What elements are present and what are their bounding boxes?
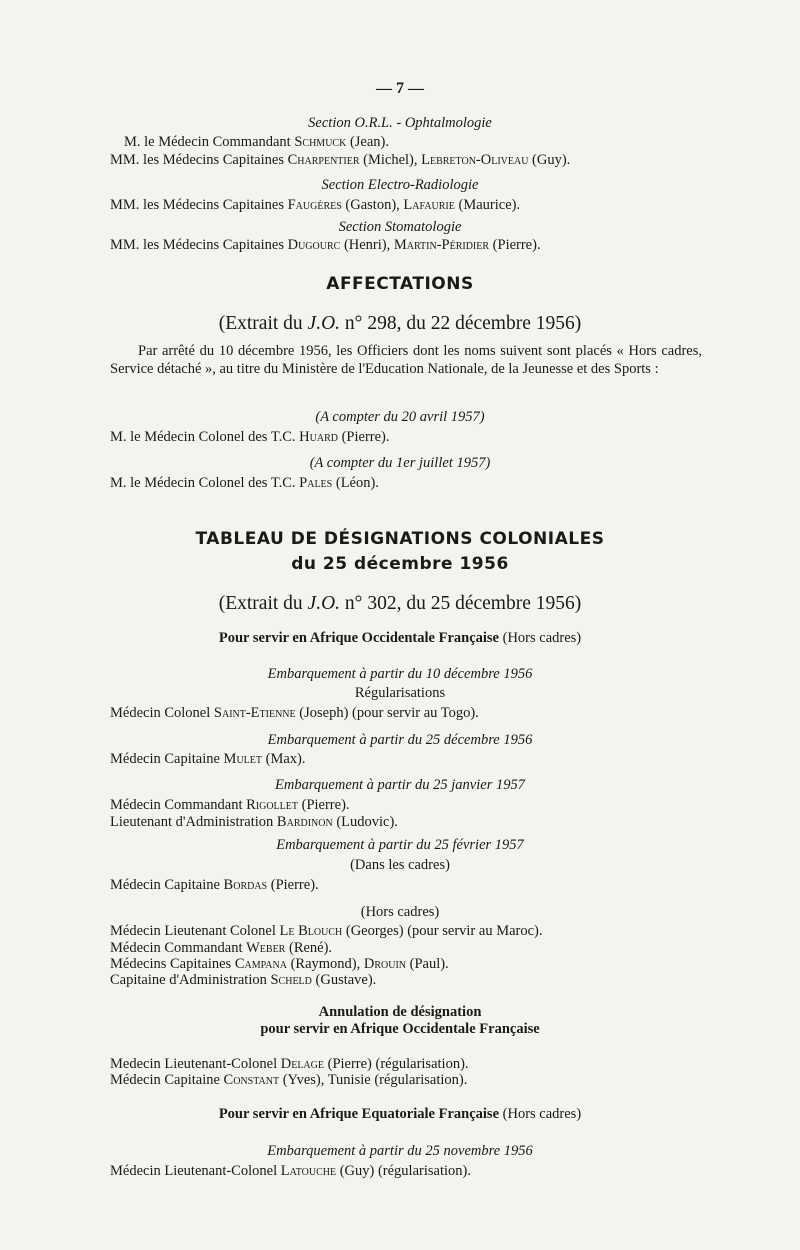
line-text: (Pierre). — [489, 237, 541, 253]
person-name: Saint-Etienne — [213, 705, 296, 721]
line-text: Capitaine d'Administration — [110, 972, 271, 988]
line-text: Médecin Lieutenant-Colonel — [110, 1163, 281, 1179]
text-line — [110, 1071, 467, 1089]
line-text: Médecins Capitaines — [110, 956, 235, 972]
section-title-orl: Section O.R.L. - Ophtalmologie — [308, 115, 492, 131]
extrait-text: n° 298, du 22 décembre 1956) — [340, 313, 582, 334]
line-text: (Raymond), — [286, 956, 364, 972]
text-line — [110, 474, 379, 492]
aof-title — [0, 629, 800, 647]
affectation-date: (A compter du 20 avril 1957) — [315, 409, 485, 425]
section-title-radiologie: Section Electro-Radiologie — [321, 177, 479, 193]
line-text: (Max). — [262, 751, 306, 767]
dans-cadres-label: (Dans les cadres) — [350, 857, 450, 873]
person-name: Weber — [246, 940, 286, 956]
person-name: Lafaurie — [403, 197, 455, 213]
person-name: Drouin — [363, 956, 406, 972]
aef-title-rest: (Hors cadres) — [499, 1106, 582, 1122]
person-name: Huard — [299, 429, 338, 445]
line-text: MM. les Médecins Capitaines — [110, 237, 288, 253]
person-name: Lebreton-Oliveau — [421, 152, 529, 168]
person-name: Charpentier — [287, 152, 360, 168]
line-text: (Gaston), — [341, 197, 404, 213]
line-text: Lieutenant d'Administration — [110, 814, 277, 830]
aof-title-rest: (Hors cadres) — [499, 630, 582, 646]
affectations-heading: AFFECTATIONS — [326, 274, 474, 294]
line-text: (Léon). — [332, 475, 379, 491]
person-name: Pales — [299, 475, 333, 491]
line-text: (Pierre). — [337, 429, 390, 445]
person-name: Martin-Péridier — [393, 237, 490, 253]
embarquement-line: Embarquement à partir du 25 novembre 1956 — [267, 1143, 533, 1159]
person-name: Bordas — [223, 877, 268, 893]
line-text: (René). — [285, 940, 333, 956]
line-text: M. le Médecin Commandant — [124, 134, 295, 150]
line-text: (Pierre) (régularisation). — [323, 1056, 469, 1072]
annulation-subheading: pour servir en Afrique Occidentale Française — [260, 1021, 540, 1037]
line-text: M. le Médecin Colonel des T.C. — [110, 475, 300, 491]
text-line — [110, 704, 479, 722]
line-text: M. le Médecin Colonel des T.C. — [110, 429, 300, 445]
line-text: (Georges) (pour servir au Maroc). — [342, 923, 543, 939]
line-text: MM. les Médecins Capitaines — [110, 197, 288, 213]
affectation-date: (A compter du 1er juillet 1957) — [309, 455, 491, 471]
text-line — [110, 196, 520, 214]
line-text: (Maurice). — [454, 197, 521, 213]
hors-cadres-label: (Hors cadres) — [360, 904, 440, 920]
tableau-heading: TABLEAU DE DÉSIGNATIONS COLONIALES — [195, 529, 605, 549]
text-line — [124, 133, 389, 151]
text-line — [110, 750, 306, 768]
line-text: Médecin Capitaine — [110, 751, 224, 767]
extrait-jo: J.O. — [307, 593, 341, 614]
text-line — [110, 922, 543, 940]
person-name: Schmuck — [294, 134, 347, 150]
embarquement-line: Embarquement à partir du 25 février 1957 — [276, 837, 524, 853]
line-text: (Joseph) (pour servir au Togo). — [295, 705, 479, 721]
text-line — [110, 428, 390, 446]
line-text: (Ludovic). — [332, 814, 398, 830]
line-text: (Guy) (régularisation). — [336, 1163, 471, 1179]
line-text: Medecin Lieutenant-Colonel — [110, 1056, 281, 1072]
line-text: Médecin Capitaine — [110, 1072, 224, 1088]
line-text: (Jean). — [346, 134, 389, 150]
extrait-text: (Extrait du — [218, 593, 308, 614]
extrait-text: (Extrait du — [218, 313, 308, 334]
extrait-text: n° 302, du 25 décembre 1956) — [340, 593, 582, 614]
text-line — [110, 971, 376, 989]
line-text: Médecin Lieutenant Colonel — [110, 923, 280, 939]
line-text: (Pierre). — [298, 797, 350, 813]
text-line — [110, 151, 570, 169]
text-line — [110, 1162, 471, 1180]
person-name: Faugères — [287, 197, 342, 213]
tableau-subheading: du 25 décembre 1956 — [291, 554, 509, 574]
line-text: Médecin Colonel — [110, 705, 214, 721]
line-text: MM. les Médecins Capitaines — [110, 152, 288, 168]
line-text: (Yves), Tunisie (régularisation). — [279, 1072, 468, 1088]
text-line — [110, 236, 541, 254]
page-number: — 7 — — [376, 80, 424, 97]
line-text: Médecin Commandant — [110, 940, 247, 956]
line-text: (Michel), — [359, 152, 422, 168]
regularisations-label: Régularisations — [354, 685, 446, 701]
line-text: Médecin Commandant — [110, 797, 247, 813]
affectations-intro: Par arrêté du 10 décembre 1956, les Officiers dont les noms suivent sont placés « Hors cadres, Service détaché », au titre du Ministère de l'Education Nationale, de la Jeunesse et des Sports : — [110, 343, 702, 377]
line-text: (Gustave). — [311, 972, 377, 988]
aof-title-bold: Pour servir en Afrique Occidentale Française — [218, 630, 499, 646]
tableau-extrait — [0, 592, 800, 616]
person-name: Constant — [223, 1072, 280, 1088]
person-name: Dugourc — [287, 237, 341, 253]
person-name: Mulet — [223, 751, 262, 767]
person-name: Scheld — [270, 972, 312, 988]
aef-title — [0, 1105, 800, 1123]
annulation-heading: Annulation de désignation — [318, 1004, 482, 1020]
embarquement-line: Embarquement à partir du 25 décembre 1956 — [267, 732, 533, 748]
embarquement-line: Embarquement à partir du 10 décembre 1956 — [267, 666, 533, 682]
text-line — [110, 876, 319, 894]
text-line — [110, 796, 350, 814]
person-name: Delage — [280, 1056, 324, 1072]
section-title-stomatologie: Section Stomatologie — [338, 219, 462, 235]
person-name: Rigollet — [246, 797, 298, 813]
line-text: Médecin Capitaine — [110, 877, 224, 893]
person-name: Le Blouch — [279, 923, 343, 939]
person-name: Latouche — [280, 1163, 337, 1179]
aef-title-bold: Pour servir en Afrique Equatoriale Française — [218, 1106, 500, 1122]
person-name: Campana — [234, 956, 287, 972]
line-text: (Henri), — [340, 237, 394, 253]
line-text: (Pierre). — [267, 877, 319, 893]
text-line — [110, 813, 398, 831]
line-text: (Paul). — [406, 956, 449, 972]
embarquement-line: Embarquement à partir du 25 janvier 1957 — [275, 777, 525, 793]
affectations-extrait — [0, 312, 800, 336]
extrait-jo: J.O. — [307, 313, 341, 334]
line-text: (Guy). — [528, 152, 571, 168]
person-name: Bardinon — [276, 814, 333, 830]
